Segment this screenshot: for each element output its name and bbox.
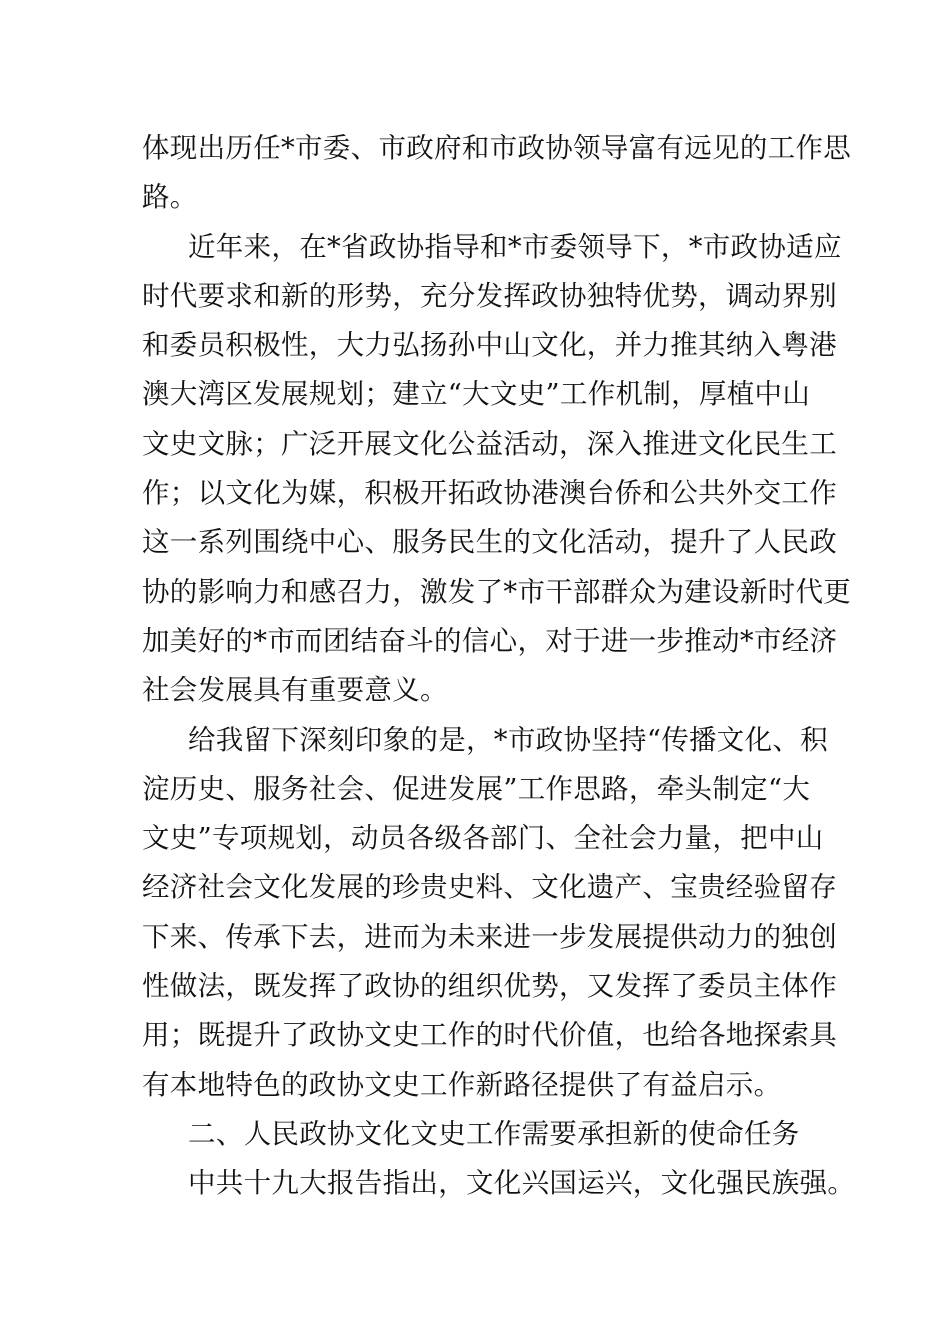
text-line: 这一系列围绕中心、服务民生的文化活动，提升了人民政 [142, 526, 837, 559]
paragraph-start-line: 给我留下深刻印象的是，*市政协坚持“传播文化、积 [188, 723, 829, 756]
text-line: 用；既提升了政协文史工作的时代价值，也给各地探索具 [142, 1019, 837, 1052]
text-line: 路。 [142, 181, 198, 214]
section-heading: 二、人民政协文化文史工作需要承担新的使命任务 [188, 1117, 800, 1150]
text-line: 文史”专项规划，动员各级各部门、全社会力量，把中山 [142, 822, 824, 855]
text-line: 体现出历任*市委、市政府和市政协领导富有远见的工作思 [142, 132, 852, 164]
text-line: 淀历史、服务社会、促进发展”工作思路，牵头制定“大 [142, 772, 811, 805]
paragraph-start-line: 中共十九大报告指出，文化兴国运兴，文化强民族强。 [188, 1167, 856, 1200]
text-line: 社会发展具有重要意义。 [142, 674, 448, 707]
text-line: 和委员积极性，大力弘扬孙中山文化，并力推其纳入粤港 [142, 329, 837, 362]
text-line: 下来、传承下去，进而为未来进一步发展提供动力的独创 [142, 920, 837, 953]
document-body [142, 124, 856, 1209]
text-line: 澳大湾区发展规划；建立“大文史”工作机制，厚植中山 [142, 378, 811, 411]
text-line: 性做法，既发挥了政协的组织优势，又发挥了委员主体作 [142, 970, 837, 1003]
text-line: 作；以文化为媒，积极开拓政协港澳台侨和公共外交工作 [142, 477, 837, 510]
text-line: 时代要求和新的形势，充分发挥政协独特优势，调动界别 [142, 279, 837, 312]
text-line: 有本地特色的政协文史工作新路径提供了有益启示。 [142, 1068, 782, 1101]
paragraph-start-line: 近年来，在*省政协指导和*市委领导下，*市政协适应 [188, 230, 842, 263]
text-line: 经济社会文化发展的珍贵史料、文化遗产、宝贵经验留存 [142, 871, 837, 904]
text-line: 文史文脉；广泛开展文化公益活动，深入推进文化民生工 [142, 427, 837, 460]
text-line: 协的影响力和感召力，激发了*市干部群众为建设新时代更 [142, 575, 852, 608]
text-line: 加美好的*市而团结奋斗的信心，对于进一步推动*市经济 [142, 624, 838, 657]
